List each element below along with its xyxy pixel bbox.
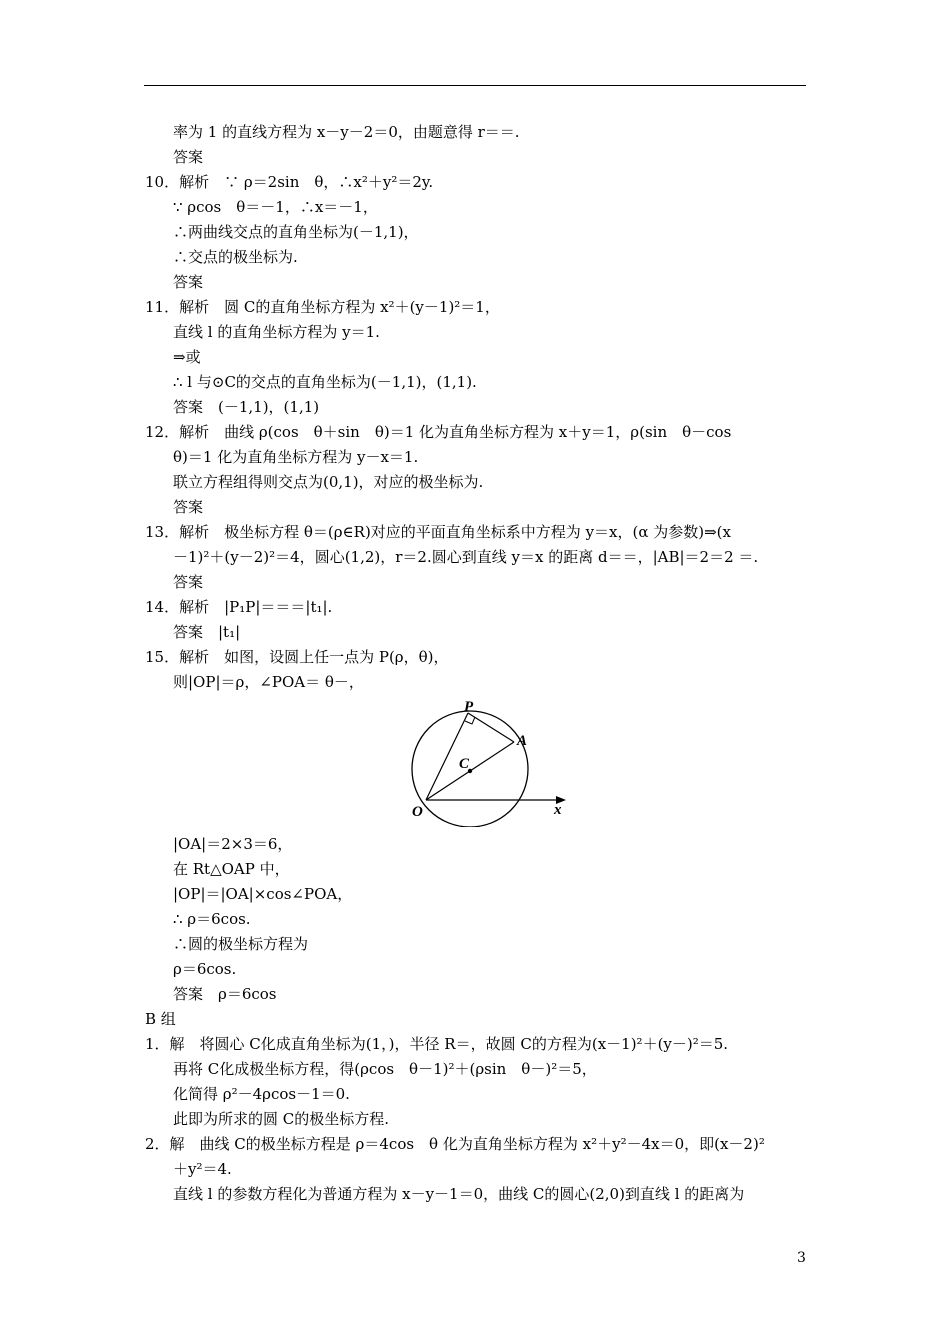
text-line: ∴圆的极坐标方程为: [173, 935, 309, 953]
text-line: 率为 1 的直线方程为 x－y－2＝0，由题意得 r＝＝.: [173, 123, 520, 141]
text-line: 直线 l 的参数方程化为普通方程为 x－y－1＝0，曲线 C的圆心(2,0)到直线 l 的距离为: [173, 1185, 745, 1203]
label-p: P: [464, 699, 474, 715]
text-line: |OA|＝2×3＝6，: [173, 835, 293, 853]
text-line: ρ＝6cos.: [173, 960, 237, 978]
text-line: |OP|＝|OA|×cos∠POA，: [173, 885, 353, 903]
page-number: 3: [797, 1250, 806, 1266]
text-line: ∴交点的极坐标为.: [173, 248, 298, 266]
text-line: B 组: [145, 1010, 176, 1028]
text-line: 直线 l 的直角坐标方程为 y＝1.: [173, 323, 380, 341]
label-x: x: [554, 802, 562, 818]
right-angle-mark: [465, 717, 475, 724]
text-line: 此即为所求的圆 C的极坐标方程.: [173, 1110, 390, 1128]
text-line: 联立方程组得则交点为(0,1)，对应的极坐标为.: [173, 473, 484, 491]
text-line: 答案: [173, 573, 204, 591]
text-line: 答案 ρ＝6cos: [173, 985, 277, 1003]
label-c: C: [459, 756, 470, 772]
text-line: 14．解析 |P₁P|＝＝＝|t₁|.: [145, 598, 333, 616]
text-line: 答案: [173, 273, 204, 291]
text-line: 化简得 ρ²－4ρcos－1＝0.: [173, 1085, 350, 1103]
text-line: 13．解析 极坐标方程 θ＝(ρ∈R)对应的平面直角坐标系中方程为 y＝x，(α 为参数)⇒(x: [145, 523, 731, 541]
label-o: O: [412, 804, 423, 820]
text-line: ⇒或: [173, 348, 201, 366]
circle-figure: [408, 697, 578, 827]
text-line: 再将 C化成极坐标方程，得(ρcos θ－1)²＋(ρsin θ－)²＝5，: [173, 1060, 597, 1078]
text-line: 则|OP|＝ρ，∠POA＝ θ－，: [173, 673, 364, 691]
text-line: 15．解析 如图，设圆上任一点为 P(ρ，θ)，: [145, 648, 449, 666]
text-line: θ)＝1 化为直角坐标方程为 y－x＝1.: [173, 448, 419, 466]
text-line: 1．解 将圆心 C化成直角坐标为(1，)，半径 R＝，故圆 C的方程为(x－1)²＋(y－)²＝5.: [145, 1035, 729, 1053]
text-line: ∴ ρ＝6cos.: [173, 910, 251, 928]
text-line: 答案 |t₁|: [173, 623, 241, 641]
text-line: ∴两曲线交点的直角坐标为(－1,1)，: [173, 223, 419, 241]
text-line: 12．解析 曲线 ρ(cos θ＋sin θ)＝1 化为直角坐标方程为 x＋y＝1，ρ(sin θ－cos: [145, 423, 732, 441]
text-line: 答案 (－1,1)，(1,1): [173, 398, 320, 416]
text-line: 11．解析 圆 C的直角坐标方程为 x²＋(y－1)²＝1，: [145, 298, 500, 316]
text-line: ＋y²＝4.: [173, 1160, 232, 1178]
text-line: 答案: [173, 148, 204, 166]
label-a: A: [517, 733, 528, 749]
text-line: ∵ ρcos θ＝－1，∴x＝－1，: [173, 198, 378, 216]
text-line: 2．解 曲线 C的极坐标方程是 ρ＝4cos θ 化为直角坐标方程为 x²＋y²－4x＝0，即(x－2)²: [145, 1135, 765, 1153]
text-line: 10．解析 ∵ ρ＝2sin θ，∴x²＋y²＝2y.: [145, 173, 434, 191]
header-rule: [144, 85, 806, 86]
text-line: 在 Rt△OAP 中，: [173, 860, 290, 878]
text-line: 答案: [173, 498, 204, 516]
text-line: －1)²＋(y－2)²＝4，圆心(1,2)，r＝2.圆心到直线 y＝x 的距离 d＝＝，|AB|＝2＝2 ＝.: [173, 548, 759, 566]
text-line: ∴ l 与⊙C的交点的直角坐标为(－1,1)，(1,1).: [173, 373, 477, 391]
